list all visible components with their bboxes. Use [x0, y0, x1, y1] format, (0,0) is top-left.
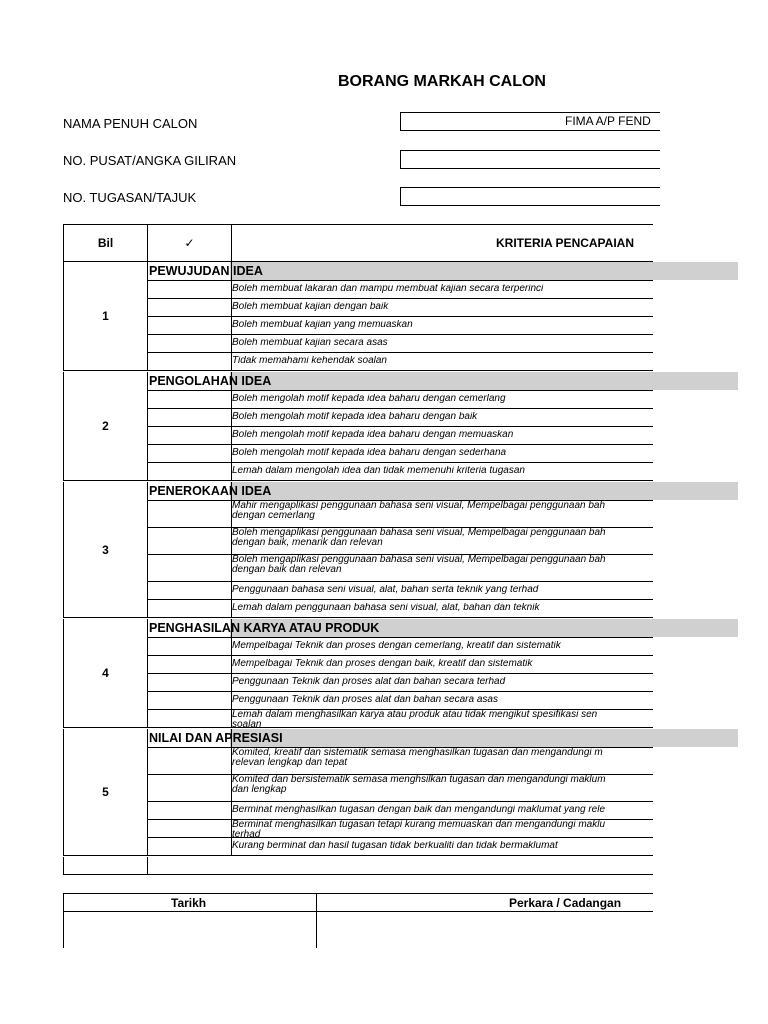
- page-title: BORANG MARKAH CALON: [338, 73, 546, 90]
- check-cell[interactable]: [147, 298, 231, 316]
- check-cell[interactable]: [147, 837, 231, 855]
- check-cell[interactable]: [147, 801, 231, 819]
- header-bil: Bil: [63, 224, 147, 262]
- criteria-text: [232, 412, 656, 430]
- section-title: NILAI DAN APRESIASI: [149, 731, 283, 745]
- column-divider: [147, 372, 148, 480]
- field-nama-value: FIMA A/P FEND: [565, 114, 651, 128]
- field-pusat-label: NO. PUSAT/ANGKA GILIRAN: [63, 153, 237, 168]
- section-header-bar: [230, 729, 738, 747]
- criteria-line: relevan lengkap dan tepat: [232, 757, 348, 768]
- column-divider: [147, 482, 148, 617]
- criteria-line: Kurang berminat dan hasil tugasan tidak berkualiti dan tidak bermaklumat: [232, 841, 558, 851]
- criteria-text: [232, 555, 656, 582]
- criteria-line: Lemah dalam penggunaan bahasa seni visual, alat, bahan dan teknik: [232, 603, 540, 613]
- criteria-text: [232, 641, 656, 659]
- criteria-text: [232, 394, 656, 412]
- criteria-line: dengan cemerlang: [232, 510, 315, 521]
- criteria-line: Berminat menghasilkan tugasan tetapi kurang memuaskan dan mengandungi maklu: [232, 820, 606, 830]
- criteria-text: [232, 659, 656, 677]
- criteria-line: Lemah dalam mengolah idea dan tidak memenuhi kriteria tugasan: [232, 466, 525, 476]
- row-divider: [147, 617, 653, 618]
- criteria-line: Mahir mengaplikasi penggunaan bahasa seni visual, Mempelbagai penggunaan bah: [232, 501, 606, 511]
- criteria-text: [232, 585, 656, 603]
- criteria-line: Penggunaan Teknik dan proses alat dan bahan secara terhad: [232, 677, 506, 687]
- perkara-input-cell[interactable]: [316, 912, 653, 948]
- check-cell[interactable]: [147, 774, 231, 801]
- column-divider: [231, 619, 232, 727]
- check-cell[interactable]: [147, 819, 231, 837]
- check-cell[interactable]: [147, 426, 231, 444]
- column-divider: [231, 262, 232, 370]
- bil-cell: 1: [63, 262, 147, 371]
- check-cell[interactable]: [147, 462, 231, 480]
- field-tugasan-label: NO. TUGASAN/TAJUK: [63, 190, 197, 205]
- tarikh-header: Tarikh: [171, 896, 207, 910]
- criteria-text: [232, 284, 656, 302]
- check-cell[interactable]: [147, 673, 231, 691]
- criteria-line: Berminat menghasilkan tugasan dengan baik dan mengandungi maklumat yang rele: [232, 805, 606, 815]
- section-header-bar: [230, 372, 738, 390]
- criteria-line: Boleh membuat kajian yang memuaskan: [232, 320, 413, 330]
- check-cell[interactable]: [147, 709, 231, 727]
- row-divider: [147, 370, 653, 371]
- section-title: PENGHASILAN KARYA ATAU PRODUK: [149, 621, 380, 635]
- check-cell[interactable]: [147, 334, 231, 352]
- bil-cell: 3: [63, 482, 147, 618]
- check-cell[interactable]: [147, 527, 231, 554]
- bil-cell: 4: [63, 619, 147, 728]
- column-divider: [231, 372, 232, 480]
- criteria-line: Penggunaan bahasa seni visual, alat, bahan serta teknik yang terhad: [232, 585, 539, 595]
- check-cell[interactable]: [147, 581, 231, 599]
- criteria-line: Mempelbagai Teknik dan proses dengan cemerlang, kreatif dan sistematik: [232, 641, 561, 651]
- criteria-line: Penggunaan Teknik dan proses alat dan bahan secara asas: [232, 695, 498, 705]
- check-cell[interactable]: [147, 554, 231, 581]
- check-cell[interactable]: [147, 390, 231, 408]
- header-check: ✓: [147, 224, 231, 262]
- criteria-line: soalan: [232, 719, 262, 728]
- criteria-line: Boleh mengaplikasi penggunaan bahasa seni visual, Mempelbagai penggunaan bah: [232, 528, 606, 538]
- criteria-line: dengan baik dan relevan: [232, 564, 342, 575]
- column-divider: [147, 729, 148, 855]
- criteria-text: [232, 448, 656, 466]
- check-cell[interactable]: [147, 747, 231, 774]
- check-cell[interactable]: [147, 280, 231, 298]
- section-header-bar: [230, 482, 738, 500]
- criteria-line: Lemah dalam menghasilkan karya atau produk atau tidak mengikut spesifikasi sen: [232, 710, 598, 720]
- section-header-bar: [230, 262, 738, 280]
- check-cell[interactable]: [147, 599, 231, 617]
- criteria-line: Boleh mengolah motif kepada idea baharu dengan cemerlang: [232, 394, 506, 404]
- criteria-line: Boleh mengolah motif kepada idea baharu dengan memuaskan: [232, 430, 514, 440]
- check-cell[interactable]: [147, 316, 231, 334]
- tarikh-header-cell: [63, 893, 316, 912]
- criteria-text: [232, 430, 656, 448]
- column-divider: [147, 262, 148, 370]
- criteria-line: Mempelbagai Teknik dan proses dengan baik, kreatif dan sistematik: [232, 659, 533, 669]
- criteria-text: [232, 677, 656, 695]
- check-cell[interactable]: [147, 637, 231, 655]
- criteria-text: [232, 528, 656, 555]
- section-title: PENEROKAAN IDEA: [149, 484, 272, 498]
- check-cell[interactable]: [147, 691, 231, 709]
- column-divider: [147, 619, 148, 727]
- row-divider: [147, 727, 653, 728]
- check-cell[interactable]: [147, 352, 231, 370]
- check-cell[interactable]: [147, 444, 231, 462]
- criteria-text: [232, 775, 656, 802]
- check-cell[interactable]: [147, 655, 231, 673]
- criteria-line: terhad: [232, 829, 261, 838]
- check-cell[interactable]: [147, 408, 231, 426]
- criteria-text: [232, 501, 656, 528]
- criteria-text: [232, 320, 656, 338]
- criteria-line: dan lengkap: [232, 784, 287, 795]
- perkara-header: Perkara / Cadangan: [509, 896, 622, 910]
- tarikh-input-cell[interactable]: [63, 912, 316, 948]
- criteria-line: Boleh membuat lakaran dan mampu membuat kajian secara terperinci: [232, 284, 544, 294]
- bil-cell: 5: [63, 729, 147, 856]
- empty-criteria-cell[interactable]: [147, 857, 653, 875]
- criteria-line: Boleh mengolah motif kepada idea baharu dengan sederhana: [232, 448, 507, 458]
- field-nama-label: NAMA PENUH CALON: [63, 116, 198, 131]
- check-cell[interactable]: [147, 500, 231, 527]
- criteria-line: Boleh membuat kajian secara asas: [232, 338, 388, 348]
- criteria-line: Boleh mengolah motif kepada idea baharu dengan baik: [232, 412, 478, 422]
- criteria-text: [232, 710, 656, 728]
- criteria-text: [232, 302, 656, 320]
- criteria-line: Komited, kreatif dan sistematik semasa menghasilkan tugasan dan mengandungi m: [232, 748, 603, 758]
- section-title: PEWUJUDAN IDEA: [149, 264, 263, 278]
- column-divider: [231, 482, 232, 617]
- header-kriteria: KRITERIA PENCAPAIAN: [496, 236, 635, 250]
- criteria-line: Komited dan bersistematik semasa menghsilkan tugasan dan mengandungi maklum: [232, 775, 606, 785]
- empty-bil-cell: [63, 857, 147, 875]
- column-divider: [231, 729, 232, 855]
- criteria-line: Tidak memahami kehendak soalan: [232, 356, 387, 366]
- criteria-text: [232, 338, 656, 356]
- bil-cell: 2: [63, 372, 147, 481]
- section-title: PENGOLAHAN IDEA: [149, 374, 272, 388]
- row-divider: [147, 480, 653, 481]
- criteria-text: [232, 748, 656, 775]
- perkara-header-cell: [316, 893, 653, 912]
- criteria-line: Boleh mengaplikasi penggunaan bahasa seni visual, Mempelbagai penggunaan bah: [232, 555, 606, 565]
- criteria-text: [232, 820, 656, 838]
- criteria-line: dengan baik, menarik dan relevan: [232, 537, 383, 548]
- criteria-line: Boleh membuat kajian dengan baik: [232, 302, 389, 312]
- header-kriteria-cell: [231, 224, 653, 262]
- row-divider: [147, 855, 653, 856]
